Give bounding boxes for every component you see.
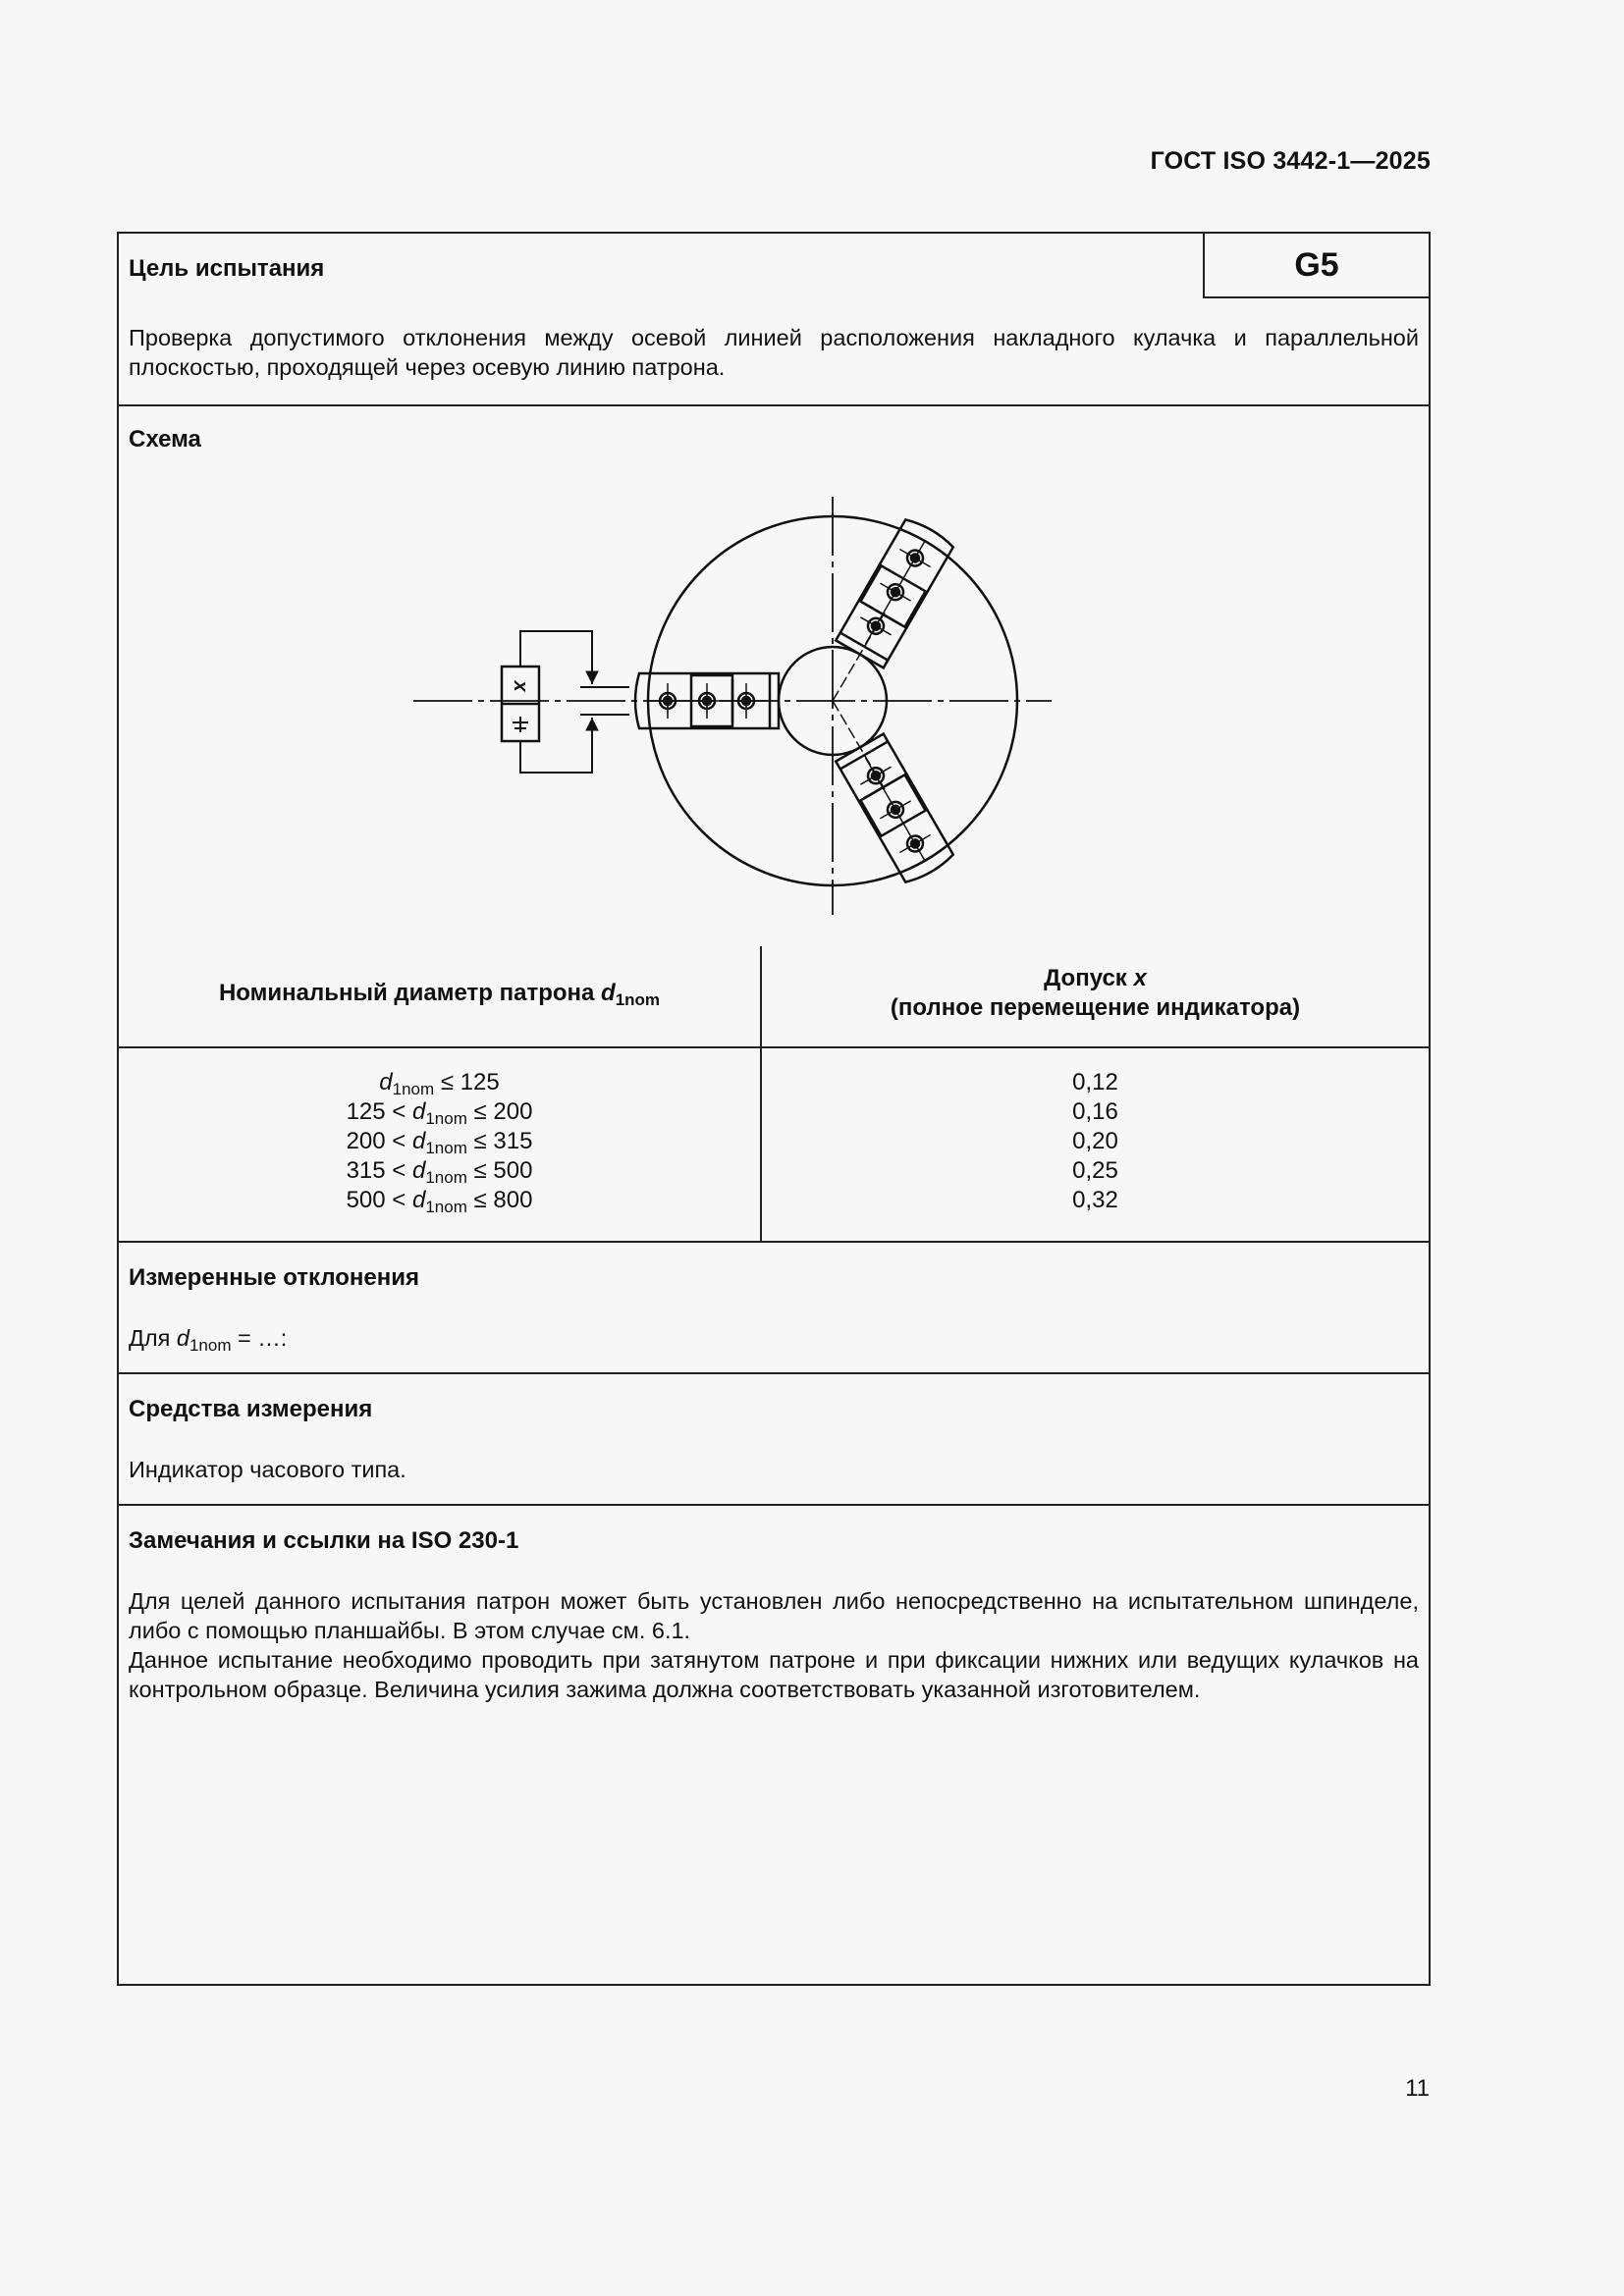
- tolerance-table-body: [119, 1048, 1429, 1243]
- tolerance-column: [762, 1068, 1429, 1215]
- table-row: $500 < d_{1nom} \le 800$: [346, 1187, 533, 1216]
- remarks-paragraph-2: Данное испытание необходимо проводить при затянутом патроне и при фиксации нижних или ведущих кулачков на контрольном образце. Величина усилия зажима должна соответствовать указанной изготовителем.: [129, 1647, 1419, 1702]
- purpose-text: Проверка допустимого отклонения между осевой линией расположения накладного кулачка и параллельной плоскостью, проходящей через осевую линию патрона.: [129, 325, 1419, 380]
- indicator-label: x: [510, 680, 531, 692]
- schema-heading: Схема: [129, 426, 201, 453]
- tolerance-value: 0,32: [1072, 1187, 1118, 1213]
- diameter-column: [119, 1068, 760, 1215]
- purpose-section: [119, 234, 1429, 406]
- measured-text: Для $d_{1nom}$ = …:: [129, 1325, 288, 1355]
- left-jaw: [635, 673, 779, 728]
- instruments-heading: Средства измерения: [129, 1396, 373, 1422]
- chuck-diagram: [119, 406, 1429, 946]
- dial-indicator: [502, 631, 629, 773]
- table-column-divider: [760, 946, 762, 1243]
- tolerance-value: 0,16: [1072, 1098, 1118, 1125]
- table-row: $200 < d_{1nom} \le 315$: [346, 1128, 533, 1157]
- test-id-badge: G5: [1203, 234, 1429, 298]
- purpose-heading: Цель испытания: [129, 255, 325, 282]
- test-sheet: [117, 232, 1431, 1986]
- upper-right-jaw: [836, 516, 954, 667]
- tolerance-column-header: Допуск x (полное перемещение индикатора): [890, 965, 1301, 1021]
- remarks-heading: Замечания и ссылки на ISO 230-1: [129, 1527, 519, 1554]
- instruments-text: Индикатор часового типа.: [129, 1457, 406, 1482]
- instruments-section: [119, 1374, 1429, 1506]
- measured-heading: Измеренные отклонения: [129, 1264, 420, 1291]
- remarks-section: [119, 1506, 1429, 1984]
- tolerance-value: 0,25: [1072, 1157, 1118, 1184]
- measured-section: [119, 1243, 1429, 1374]
- remarks-paragraph-1: Для целей данного испытания патрон может быть установлен либо непосредственно на испытательном шпинделе, либо с помощью планшайбы. В этом случае см. 6.1.: [129, 1588, 1419, 1643]
- diameter-column-header: Номинальный диаметр патрона $d_{1nom}$: [218, 980, 661, 1009]
- remarks-text: [129, 1586, 1419, 1704]
- table-row: $315 < d_{1nom} \le 500$: [346, 1157, 533, 1187]
- page-number: 11: [1405, 2075, 1430, 2102]
- table-row: $d_{1nom} \le 125$: [379, 1069, 500, 1098]
- tolerance-table-header: [119, 946, 1429, 1048]
- table-row: $125 < d_{1nom} \le 200$: [346, 1098, 533, 1128]
- tolerance-value: 0,20: [1072, 1128, 1118, 1154]
- schema-section: [119, 406, 1429, 946]
- document-header: ГОСТ ISO 3442-1—2025: [1150, 147, 1431, 175]
- tolerance-value: 0,12: [1072, 1069, 1118, 1095]
- lower-right-jaw: [836, 734, 954, 885]
